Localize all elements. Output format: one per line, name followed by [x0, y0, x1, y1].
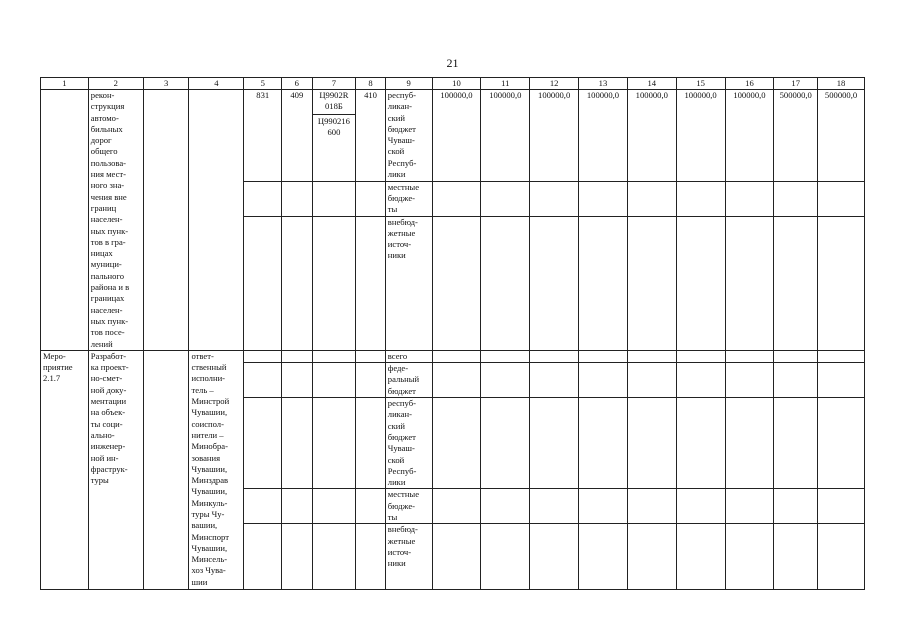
empty-cell — [143, 90, 189, 351]
event-name-cell: рекон- струкция автомо- бильных дорог общего пользова- ния мест- ного зна- чения вне границ населен- ных пунк- тов в гра- ницах муници- пального района и в границах населен- ных пунк- тов посе- лений — [88, 90, 143, 351]
funding-source-cell: респуб- ликан- ский бюджет Чуваш- ской Респуб- лики — [385, 90, 432, 182]
value-cell: 500000,0 — [818, 90, 865, 182]
column-number-row — [41, 78, 865, 90]
funding-source-cell: респуб- ликан- ский бюджет Чуваш- ской Респуб- лики — [385, 398, 432, 489]
value-cell: 500000,0 — [774, 90, 818, 182]
expense-type-cell: 410 — [356, 90, 386, 182]
target-code-b: Ц990216 600 — [313, 114, 356, 139]
column-number: 14 — [627, 78, 676, 90]
funding-source-cell: местные бюдже- ты — [385, 181, 432, 216]
empty-cell — [143, 350, 189, 589]
column-number: 7 — [312, 78, 356, 90]
funding-source-cell: всего — [385, 350, 432, 362]
column-number: 6 — [282, 78, 313, 90]
executor-cell: ответ- ственный исполни- тель – Минстрой Чувашии, соиспол- нители – Минобра- зования Чувашии, Минздрав Чувашии, Минкуль- туры Чу- вашии, Минспорт Чувашии, Минсель- хоз Чува- шии — [189, 350, 244, 589]
value-cell: 100000,0 — [530, 90, 579, 182]
target-code-cell — [312, 90, 356, 182]
column-number: 18 — [818, 78, 865, 90]
funding-source-cell: внебюд- жетные источ- ники — [385, 524, 432, 590]
value-cell: 100000,0 — [627, 90, 676, 182]
column-number: 16 — [725, 78, 774, 90]
column-number: 8 — [356, 78, 386, 90]
column-number: 3 — [143, 78, 189, 90]
column-number: 1 — [41, 78, 89, 90]
grbs-code-cell: 831 — [244, 90, 282, 182]
value-cell: 100000,0 — [481, 90, 530, 182]
column-number: 2 — [88, 78, 143, 90]
table-row — [41, 350, 865, 362]
section-code-cell: 409 — [282, 90, 313, 182]
funding-source-cell: внебюд- жетные источ- ники — [385, 216, 432, 350]
executor-cell — [189, 90, 244, 351]
value-cell: 100000,0 — [725, 90, 774, 182]
event-number-cell — [41, 90, 89, 351]
column-number: 5 — [244, 78, 282, 90]
table-row — [41, 90, 865, 182]
target-code-a: Ц9902R 018Б — [319, 90, 349, 112]
column-number: 9 — [385, 78, 432, 90]
column-number: 12 — [530, 78, 579, 90]
budget-table — [40, 77, 865, 590]
value-cell: 100000,0 — [579, 90, 628, 182]
event-name-cell: Разработ- ка проект- но-смет- ной доку- ментации на объек- ты соци- ально- инженер- ной ин- фраструк- туры — [88, 350, 143, 589]
funding-source-cell: местные бюдже- ты — [385, 489, 432, 524]
event-number-cell: Меро- приятие 2.1.7 — [41, 350, 89, 589]
column-number: 13 — [579, 78, 628, 90]
column-number: 11 — [481, 78, 530, 90]
page-number: 21 — [446, 56, 459, 70]
value-cell: 100000,0 — [432, 90, 481, 182]
funding-source-cell: феде- ральный бюджет — [385, 363, 432, 398]
column-number: 4 — [189, 78, 244, 90]
column-number: 17 — [774, 78, 818, 90]
column-number: 15 — [676, 78, 725, 90]
column-number: 10 — [432, 78, 481, 90]
value-cell: 100000,0 — [676, 90, 725, 182]
